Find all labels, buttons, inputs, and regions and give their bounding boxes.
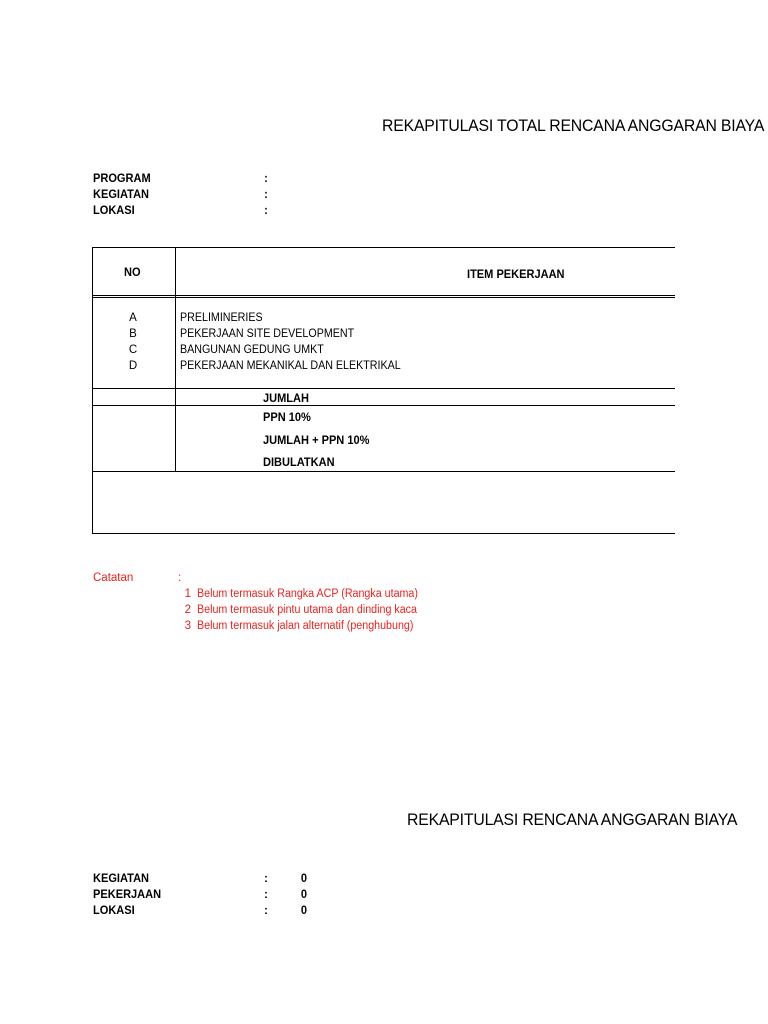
row-item: PEKERJAAN MEKANIKAL DAN ELEKTRIKAL xyxy=(180,360,401,372)
section-title-text: REKAPITULASI RENCANA ANGGARAN BIAYA xyxy=(407,810,738,829)
info-row-kegiatan xyxy=(93,186,332,202)
notes-header xyxy=(93,572,423,588)
kegiatan-label: KEGIATAN xyxy=(93,187,150,201)
lokasi-colon: : xyxy=(264,903,268,917)
row-divider xyxy=(93,471,675,472)
summary-table xyxy=(92,247,675,534)
notes-colon: : xyxy=(178,572,182,584)
ppn-label: PPN 10% xyxy=(263,410,311,424)
program-label: PROGRAM xyxy=(93,171,151,185)
row-divider xyxy=(93,405,675,406)
note-item xyxy=(93,604,433,620)
jumlah-label: JUMLAH xyxy=(263,391,309,405)
project-info xyxy=(93,170,332,218)
lokasi-label: LOKASI xyxy=(93,903,135,917)
pekerjaan-label: PEKERJAAN xyxy=(93,887,162,901)
info-row-program xyxy=(93,170,332,186)
kegiatan-value: 0 xyxy=(300,871,308,885)
info-row-pekerjaan xyxy=(93,886,332,902)
lokasi-value: 0 xyxy=(300,903,308,917)
note-number: 2 xyxy=(184,604,191,616)
lokasi-colon: : xyxy=(264,203,268,217)
program-colon: : xyxy=(264,171,268,185)
row-item: PRELIMINERIES xyxy=(180,312,263,324)
jumlah-ppn-label: JUMLAH + PPN 10% xyxy=(263,433,370,447)
notes-label: Catatan xyxy=(93,572,134,584)
note-number: 1 xyxy=(184,588,191,600)
header-no: NO xyxy=(124,265,141,279)
row-item: PEKERJAAN SITE DEVELOPMENT xyxy=(180,328,355,340)
row-item: BANGUNAN GEDUNG UMKT xyxy=(180,344,324,356)
row-divider xyxy=(93,388,675,389)
pekerjaan-value: 0 xyxy=(300,887,308,901)
note-item xyxy=(93,620,433,636)
notes-section xyxy=(93,572,433,636)
note-text: Belum termasuk jalan alternatif (penghubung) xyxy=(197,620,414,632)
info-row-kegiatan xyxy=(93,870,332,886)
pekerjaan-colon: : xyxy=(264,887,268,901)
note-text: Belum termasuk Rangka ACP (Rangka utama) xyxy=(197,588,418,600)
lokasi-label: LOKASI xyxy=(93,203,135,217)
row-no: C xyxy=(128,344,138,356)
kegiatan-colon: : xyxy=(264,187,268,201)
row-no: B xyxy=(129,328,137,340)
info-row-lokasi xyxy=(93,202,332,218)
dibulatkan-label: DIBULATKAN xyxy=(263,455,335,469)
column-divider xyxy=(175,248,176,472)
page-title-text: REKAPITULASI TOTAL RENCANA ANGGARAN BIAYA xyxy=(382,116,765,135)
row-no: A xyxy=(129,312,137,324)
note-item xyxy=(93,588,433,604)
header-divider xyxy=(93,295,675,298)
note-text: Belum termasuk pintu utama dan dinding kaca xyxy=(197,604,417,616)
page-title xyxy=(382,116,765,136)
project-info-2 xyxy=(93,870,332,918)
info-row-lokasi xyxy=(93,902,332,918)
section-title xyxy=(407,810,738,830)
header-item: ITEM PEKERJAAN xyxy=(467,267,565,281)
kegiatan-label: KEGIATAN xyxy=(93,871,150,885)
kegiatan-colon: : xyxy=(264,871,268,885)
note-number: 3 xyxy=(184,620,191,632)
row-no: D xyxy=(128,360,138,372)
